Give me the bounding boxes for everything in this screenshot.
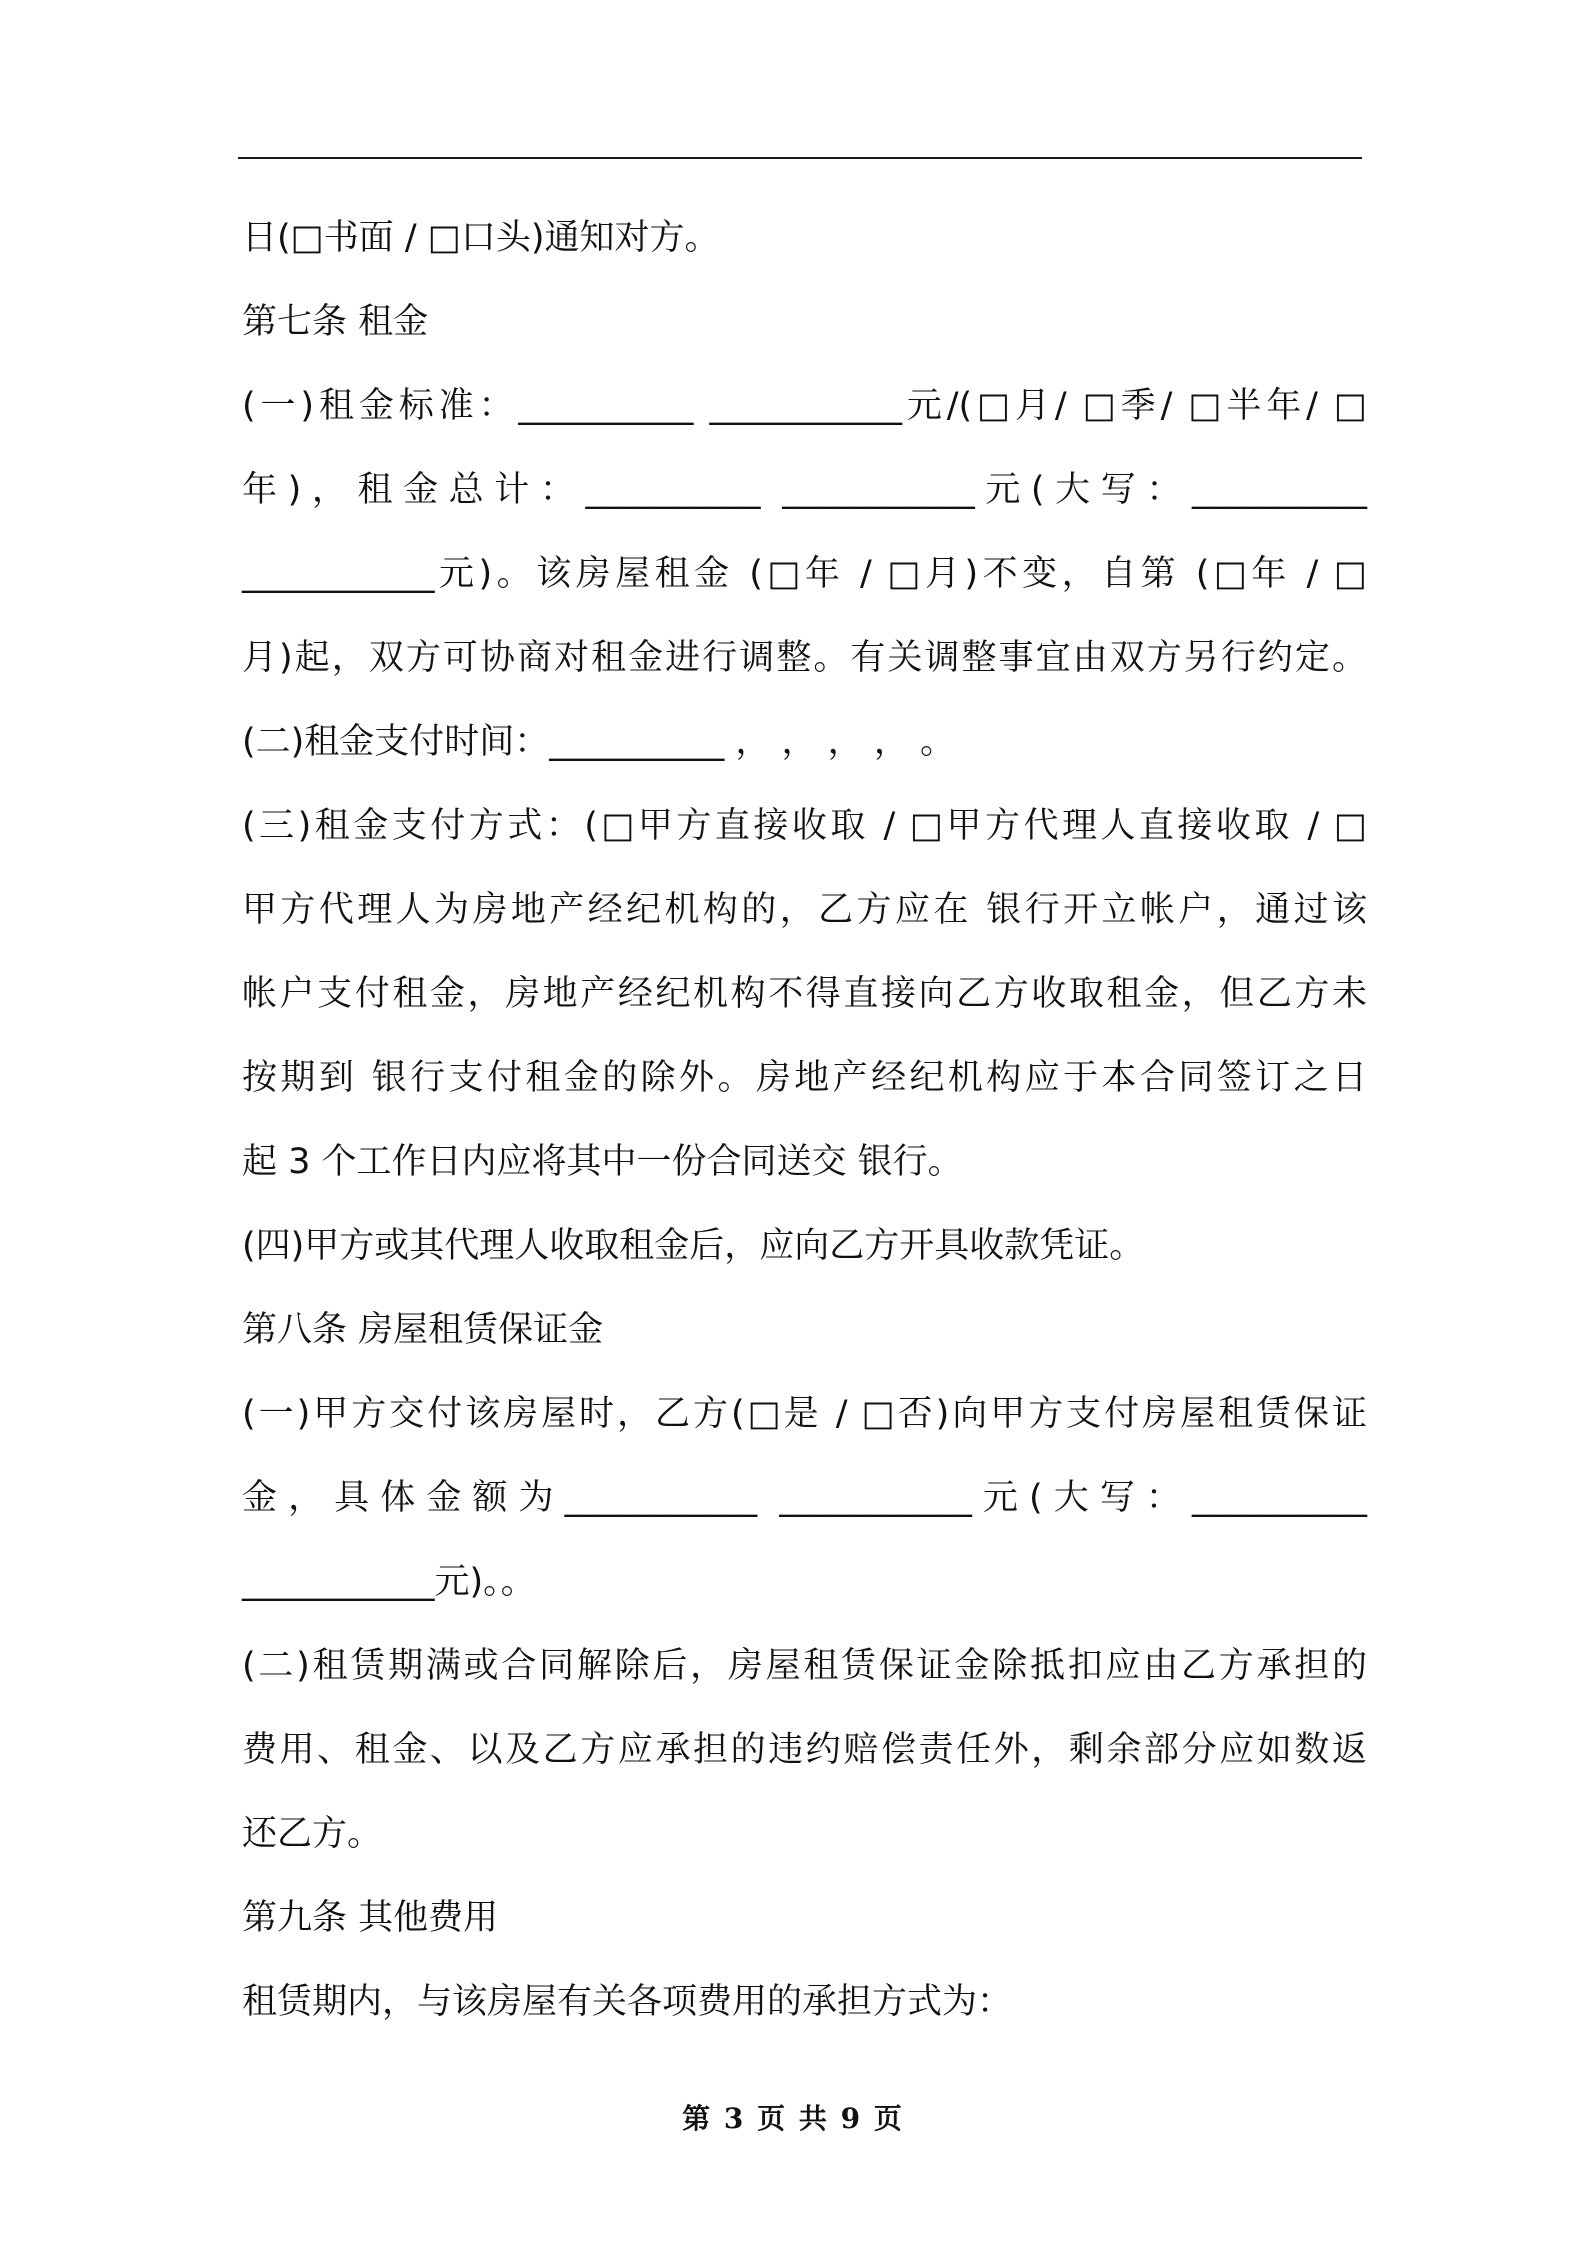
body-line: 起 3 个工作日内应将其中一份合同送交 银行。 [242, 1142, 963, 1182]
body-line: ___________元)。该房屋租金 (□年 / □月)不变，自第 (□年 / □ [242, 554, 1367, 594]
body-line: 甲方代理人为房地产经纪机构的，乙方应在 银行开立帐户，通过该 [242, 890, 1367, 930]
article-heading: 第九条 其他费用 [242, 1898, 499, 1938]
body-line: (三)租金支付方式：(□甲方直接收取 / □甲方代理人直接收取 / □ [242, 806, 1367, 846]
body-line: (二)租赁期满或合同解除后，房屋租赁保证金除抵扣应由乙方承担的 [242, 1646, 1367, 1686]
body-line: (一)甲方交付该房屋时，乙方(□是 / □否)向甲方支付房屋租赁保证 [242, 1394, 1367, 1434]
body-line: 帐户支付租金，房地产经纪机构不得直接向乙方收取租金，但乙方未 [242, 974, 1367, 1014]
body-line: 租赁期内，与该房屋有关各项费用的承担方式为： [242, 1982, 1013, 2022]
page-number-footer: 第 3 页 共 9 页 [682, 2102, 904, 2135]
body-line: 按期到 银行支付租金的除外。房地产经纪机构应于本合同签订之日 [242, 1058, 1367, 1098]
body-line: 年)，租金总计：__________ ___________元(大写：__________ [242, 470, 1367, 510]
body-line: (二)租金支付时间：__________ ， ， ， ， 。 [242, 722, 955, 762]
body-line: 月)起，双方可协商对租金进行调整。有关调整事宜由双方另行约定。 [242, 638, 1367, 678]
body-line: 日(□书面 / □口头)通知对方。 [242, 218, 720, 258]
article-heading: 第八条 房屋租赁保证金 [242, 1310, 604, 1350]
body-line: (一)租金标准：__________ ___________元/(□月/ □季/ □半年/ □ [242, 386, 1367, 426]
document-body [242, 196, 1367, 2044]
header-rule [238, 157, 1362, 159]
body-line: 金，具体金额为___________ ___________元(大写：__________ [242, 1478, 1367, 1518]
body-line: 费用、租金、以及乙方应承担的违约赔偿责任外，剩余部分应如数返 [242, 1730, 1367, 1770]
body-line: 还乙方。 [242, 1814, 383, 1854]
article-heading: 第七条 租金 [242, 302, 429, 342]
body-line: ___________元)。。 [242, 1562, 536, 1602]
body-line: (四)甲方或其代理人收取租金后，应向乙方开具收款凭证。 [242, 1226, 1145, 1266]
